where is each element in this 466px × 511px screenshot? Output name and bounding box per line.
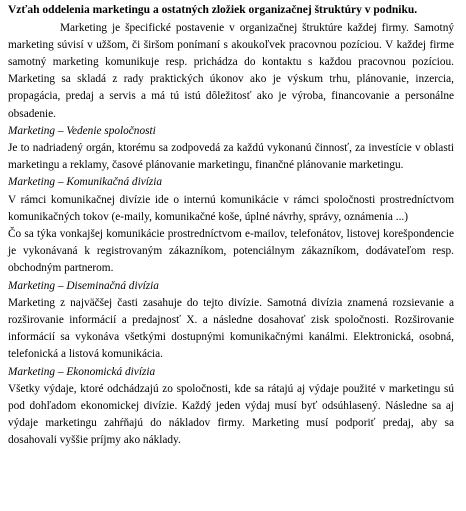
section-paragraph: Je to nadriadený orgán, ktorému sa zodpovedá za každú vykonanú činnosť, za investície v oblasti marketingu a reklamy, časové plánovanie marketingu, finančné plánovanie marketingu. xyxy=(8,141,454,172)
section-heading-dissemination: Marketing – Diseminačná divízia xyxy=(8,279,159,292)
section-heading-economic: Marketing – Ekonomická divízia xyxy=(8,365,156,378)
section-heading-communication: Marketing – Komunikačná divízia xyxy=(8,176,163,189)
section-paragraph: Čo sa týka vonkajšej komunikácie prostredníctvom e-mailov, telefonátov, listovej korešpondencie je vykonávaná k registrovaným zákazníkom, potenciálnym zákazníkom, dodávateľom resp. obchodným partnerom. xyxy=(8,227,454,275)
section-heading-management: Marketing – Vedenie spoločnosti xyxy=(8,124,156,137)
section-paragraph: V rámci komunikačnej divízie ide o internú komunikácie v rámci spoločnosti prostredníctvom komunikačných tokov (e-maily, komunikačné koše, úplné návrhy, správy, oznámenia ...) xyxy=(8,193,454,223)
document-title: Vzťah oddelenia marketingu a ostatných zložiek organizačnej štruktúry v podniku. xyxy=(8,4,418,16)
section-paragraph: Marketing z najväčšej časti zasahuje do tejto divízie. Samotná divízia znamená rozsievanie a rozširovanie informácií a predajnosť X. a následne dosahovať zisk spoločnosti. Rozširovanie informácií sa vykonáva všetkými dostupnými komunikačnými kanálmi. Elektronická, osobná, telefonická a listová komunikácia. xyxy=(8,296,454,361)
intro-paragraph: Marketing je špecifické postavenie v organizačnej štruktúre každej firmy. Samotný marketing súvisí v užšom, či širšom ponímaní s akoukoľvek pracovnou pozíciou. V každej firme samotný marketing komunikuje resp. prichádza do kontaktu s každou pracovnou pozíciou. Marketing sa skladá z rady praktických úkonov ako je výskum trhu, plánovanie, inzercia, propagácia, predaj a servis a má tú istú dôležitosť ako je výroba, financovanie a personálne obsadenie. xyxy=(8,21,454,120)
section-paragraph: Všetky výdaje, ktoré odchádzajú zo spoločnosti, kde sa rátajú aj výdaje použité v marketingu sú pod dohľadom ekonomickej divízie. Každý jeden výdaj musí byť odsúhlasený. Následne sa aj výdaje marketingu zahŕňajú do nákladov firmy. Marketing musí podporiť predaj, aby sa dosahovali vyššie príjmy ako náklady. xyxy=(8,382,454,447)
